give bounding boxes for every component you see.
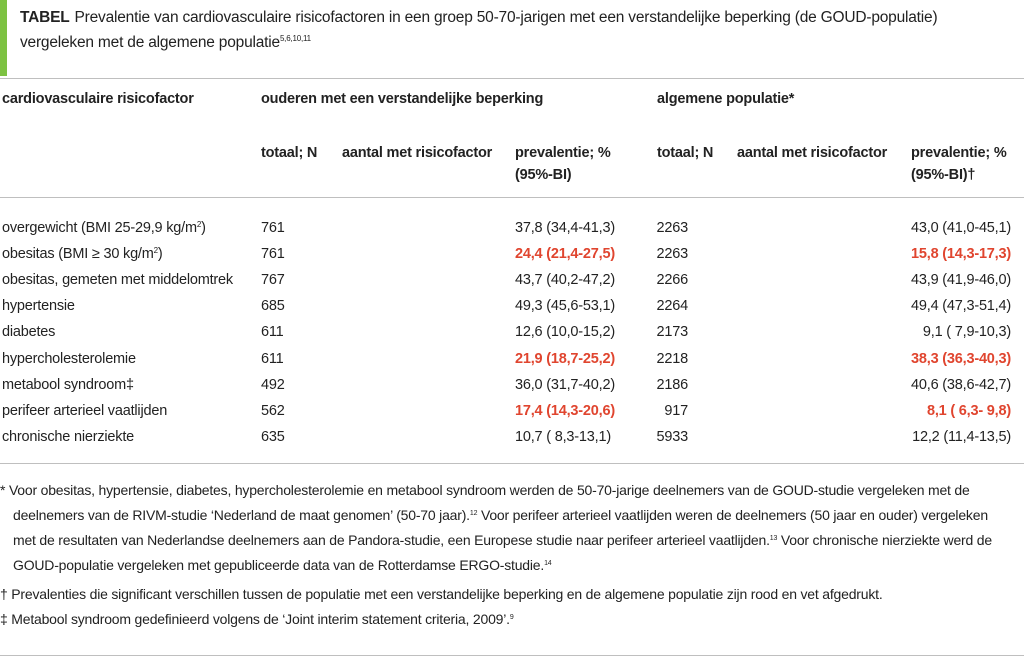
- row-factor: [2, 376, 134, 394]
- row-prevalence-1: 24,4 (21,4-27,5): [515, 246, 615, 262]
- row-prevalence-1: 43,7 (40,2-47,2): [515, 272, 615, 288]
- row-prevalence-2: 12,2 (11,4-13,5): [912, 429, 1011, 445]
- row-factor-tail: ): [201, 220, 206, 236]
- row-prevalence-1: 10,7 ( 8,3-13,1): [515, 429, 611, 445]
- row-prevalence-2: 15,8 (14,3-17,3): [911, 246, 1011, 262]
- row-factor-text: perifeer arterieel vaatlijden: [2, 403, 168, 419]
- row-prevalence-2: 49,4 (47,3-51,4): [911, 298, 1011, 314]
- rule-header: [0, 197, 1024, 198]
- row-prevalence-2: 9,1 ( 7,9-10,3): [922, 324, 1011, 340]
- row-prevalence-1: 21,9 (18,7-25,2): [515, 351, 615, 367]
- header-prevalence-2: [911, 142, 1007, 186]
- row-total-1: 685: [261, 298, 285, 314]
- row-factor: [2, 402, 167, 420]
- footnote-star: [0, 478, 1010, 578]
- row-factor: [2, 428, 134, 446]
- footnote-double-dagger-text: ‡ Metabool syndroom gedefinieerd volgens de ‘Joint interim statement criteria, 2009’.: [0, 611, 510, 627]
- caption-refs: 5,6,10,11: [279, 34, 311, 43]
- footnote-double-dagger: [0, 607, 1010, 632]
- row-factor-text: hypertensie: [2, 298, 75, 314]
- header-prevalence-1-line2: (95%-BI): [515, 167, 572, 183]
- header-count-1: aantal met risicofactor: [342, 145, 493, 161]
- header-prevalence-1-line1: prevalentie; %: [515, 145, 611, 161]
- header-group-general: algemene populatie*: [657, 91, 795, 107]
- row-prevalence-1: 36,0 (31,7-40,2): [515, 377, 615, 393]
- footnote-star-line3: [0, 528, 1010, 553]
- header-group-intellectual-disability: ouderen met een verstandelijke beperking: [261, 91, 544, 107]
- row-prevalence-2: 40,6 (38,6-42,7): [911, 377, 1011, 393]
- row-factor-text: overgewicht (BMI 25-29,9 kg/m: [2, 220, 197, 236]
- row-total-1: 761: [261, 246, 285, 262]
- table-caption: [0, 0, 1010, 76]
- row-total-2: 5933: [656, 429, 688, 445]
- footnote-star-line4-a: GOUD-populatie vergeleken met gepubliceerde data van de Rotterdamse ERGO-studie.: [13, 557, 545, 573]
- row-prevalence-2: 43,9 (41,9-46,0): [911, 272, 1011, 288]
- row-factor: [2, 350, 136, 368]
- header-count-2: aantal met risicofactor: [737, 145, 888, 161]
- row-factor-text: obesitas, gemeten met middelomtrek: [2, 272, 233, 288]
- row-total-1: 767: [261, 272, 285, 288]
- footnote-ref-9: 9: [509, 614, 514, 621]
- rule-bottom: [0, 463, 1024, 464]
- row-factor: [2, 219, 206, 237]
- row-factor: [2, 323, 55, 341]
- row-factor-text: diabetes: [2, 324, 56, 340]
- row-total-1: 562: [261, 403, 285, 419]
- row-factor-text: obesitas (BMI ≥ 30 kg/m: [2, 246, 154, 262]
- row-total-2: 2263: [656, 220, 688, 236]
- row-total-1: 635: [261, 429, 285, 445]
- header-factor: cardiovasculaire risicofactor: [2, 91, 194, 107]
- row-factor-superscript: 2: [196, 220, 202, 229]
- caption-text: [20, 5, 1005, 55]
- footnote-star-line2: [0, 503, 1010, 528]
- caption-accent-bar: [0, 0, 7, 76]
- row-total-1: 611: [261, 324, 284, 340]
- header-prevalence-2-line2: (95%-BI)†: [911, 167, 976, 183]
- footnote-star-line2-a: deelnemers van de RIVM-studie ‘Nederland de maat genomen’ (50-70 jaar).: [13, 507, 470, 523]
- row-prevalence-2: 8,1 ( 6,3- 9,8): [926, 403, 1011, 419]
- footnote-dagger: † Prevalenties die significant verschillen tussen de populatie met een verstandelijke beperking en de algemene populatie zijn rood en vet afgedrukt.: [0, 586, 883, 602]
- row-factor-text: hypercholesterolemie: [2, 351, 136, 367]
- header-prevalence-1: [515, 142, 611, 186]
- row-total-1: 492: [261, 377, 285, 393]
- row-factor-text: chronische nierziekte: [2, 429, 135, 445]
- rule-top: [0, 78, 1024, 79]
- row-factor-text: metabool syndroom‡: [2, 377, 134, 393]
- row-total-2: 2264: [656, 298, 688, 314]
- rule-page-bottom: [0, 655, 1024, 656]
- header-total-1: totaal; N: [261, 145, 318, 161]
- footnote-star-line4: [0, 553, 1010, 578]
- row-factor: [2, 297, 75, 315]
- row-prevalence-1: 12,6 (10,0-15,2): [515, 324, 615, 340]
- row-total-2: 2186: [656, 377, 688, 393]
- row-total-1: 761: [261, 220, 285, 236]
- row-factor: [2, 245, 163, 263]
- caption-label: TABEL: [20, 9, 70, 26]
- row-factor: [2, 271, 233, 289]
- row-total-2: 2266: [656, 272, 688, 288]
- row-factor-superscript: 2: [153, 246, 158, 255]
- row-prevalence-1: 37,8 (34,4-41,3): [515, 220, 615, 236]
- caption-body: Prevalentie van cardiovasculaire risicofactoren in een groep 50-70-jarigen met een verstandelijke beperking (de GOUD-populatie) vergeleken met de algemene populatie: [20, 9, 938, 51]
- footnote-star-line3-a: met de resultaten van Nederlandse deelnemers aan de Pandora-studie, een Europese studie naar perifeer arterieel vaatlijden.: [13, 532, 770, 548]
- row-prevalence-1: 17,4 (14,3-20,6): [515, 403, 615, 419]
- row-total-2: 2173: [656, 324, 688, 340]
- row-prevalence-1: 49,3 (45,6-53,1): [515, 298, 615, 314]
- row-prevalence-2: 43,0 (41,0-45,1): [911, 220, 1011, 236]
- row-total-2: 917: [664, 403, 688, 419]
- row-total-1: 611: [261, 351, 284, 367]
- header-total-2: totaal; N: [657, 145, 714, 161]
- footnote-star-line3-b: Voor chronische nierziekte werd de: [777, 532, 992, 548]
- row-factor-tail: ): [157, 246, 163, 262]
- row-prevalence-2: 38,3 (36,3-40,3): [911, 351, 1011, 367]
- footnote-ref-14: 14: [544, 560, 552, 567]
- footnote-ref-12: 12: [469, 510, 478, 517]
- header-prevalence-2-line1: prevalentie; %: [911, 145, 1007, 161]
- row-total-2: 2263: [656, 246, 688, 262]
- footnote-ref-13: 13: [769, 535, 778, 542]
- footnote-star-line2-b: Voor perifeer arterieel vaatlijden weren de deelnemers (50 jaar en ouder) vergeleken: [477, 507, 988, 523]
- row-total-2: 2218: [656, 351, 688, 367]
- footnote-star-line1: * Voor obesitas, hypertensie, diabetes, hypercholesterolemie en metabool syndroom werden de 50-70-jarige deelnemers van de GOUD-studie vergeleken met de: [0, 482, 970, 498]
